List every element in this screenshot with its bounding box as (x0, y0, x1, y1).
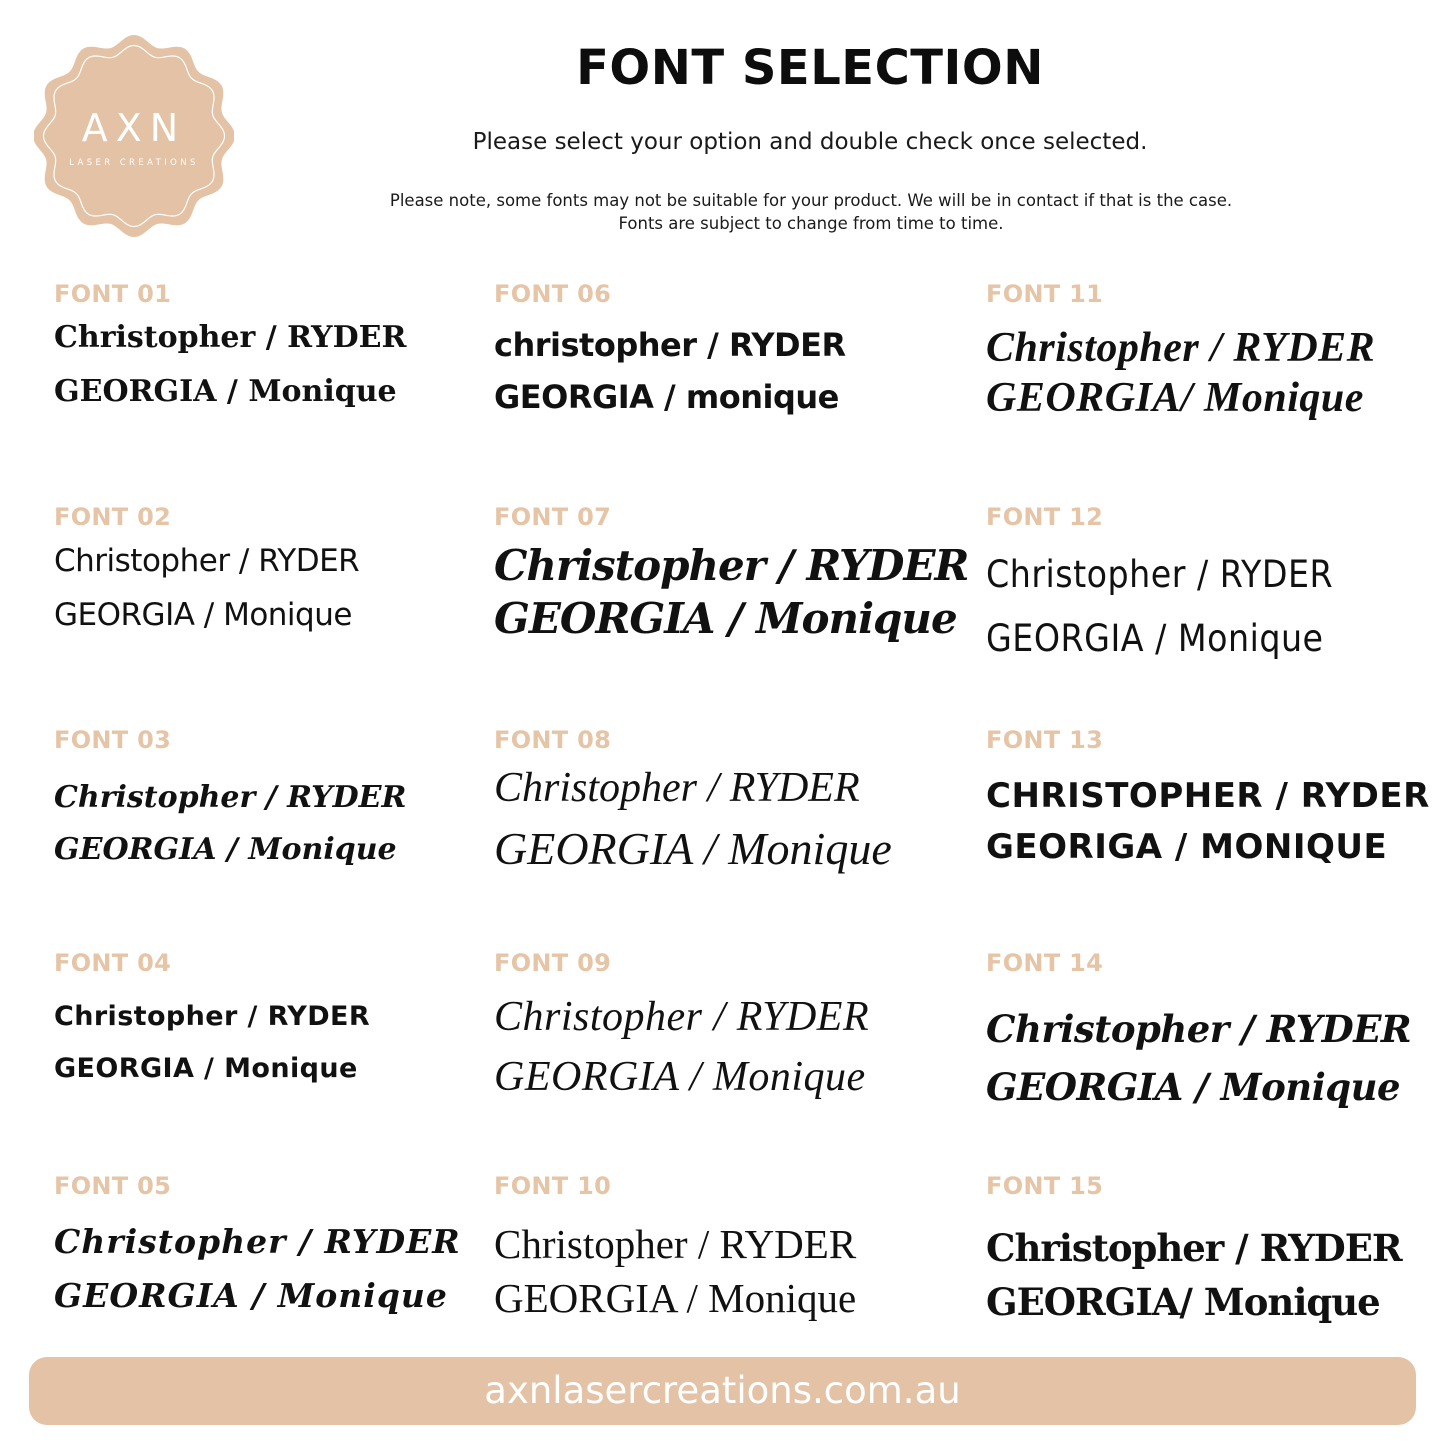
font-sample-line-1: CHRISTOPHER / RYDER (986, 776, 1430, 816)
page-title: FONT SELECTION (576, 40, 1044, 96)
footer-banner (29, 1357, 1416, 1425)
font-option-13[interactable] (986, 726, 1430, 916)
font-sample-line-1: Christopher / RYDER (494, 994, 870, 1040)
font-sample-line-2: GEORGIA / monique (494, 378, 839, 416)
font-label: FONT 05 (54, 1172, 172, 1200)
font-label: FONT 11 (986, 280, 1104, 308)
font-option-04[interactable] (54, 949, 494, 1139)
font-label: FONT 10 (494, 1172, 612, 1200)
font-sample-line-1: Christopher / RYDER (986, 325, 1376, 371)
font-option-10[interactable] (494, 1172, 934, 1362)
font-sample-line-2: GEORGIA / Monique (54, 374, 397, 409)
font-sample-line-1: Christopher / RYDER (494, 1221, 857, 1267)
font-sample-line-2: GEORGIA / Monique (986, 1065, 1401, 1109)
font-label: FONT 06 (494, 280, 612, 308)
font-label: FONT 08 (494, 726, 612, 754)
font-option-06[interactable] (494, 280, 934, 470)
font-label: FONT 04 (54, 949, 172, 977)
font-label: FONT 09 (494, 949, 612, 977)
font-label: FONT 02 (54, 503, 172, 531)
website-link[interactable]: axnlasercreations.com.au (484, 1369, 961, 1412)
font-sample-line-2: GEORGIA / Monique (986, 617, 1324, 660)
font-label: FONT 07 (494, 503, 612, 531)
font-sample-line-2: GEORGIA / Monique (494, 1275, 857, 1321)
font-option-01[interactable] (54, 280, 494, 470)
font-option-09[interactable] (494, 949, 934, 1139)
font-sample-line-1: Christopher / RYDER (54, 543, 360, 579)
font-sample-line-2: GEORGIA/ Monique (986, 1280, 1380, 1324)
font-sample-line-1: Christopher / RYDER (54, 320, 407, 355)
font-option-14[interactable] (986, 949, 1426, 1139)
font-sample-line-1: Christopher / RYDER (494, 765, 860, 811)
font-sample-line-1: Christopher / RYDER (54, 1222, 461, 1261)
disclaimer-line-2: Fonts are subject to change from time to time. (618, 214, 1004, 233)
disclaimer-line-1: Please note, some fonts may not be suitable for your product. We will be in contact if that is the case. (389, 191, 1233, 210)
font-option-03[interactable] (54, 726, 494, 916)
font-sample-line-2: GEORGIA/ Monique (986, 375, 1364, 421)
font-sample-line-1: Christopher / RYDER (986, 553, 1334, 596)
font-label: FONT 14 (986, 949, 1104, 977)
font-sample-line-2: GEORGIA / Monique (54, 1053, 358, 1084)
font-sample-line-1: Christopher / RYDER (986, 1007, 1412, 1051)
font-sample-line-2: GEORIGA / MONIQUE (986, 827, 1388, 867)
font-label: FONT 01 (54, 280, 172, 308)
font-option-11[interactable] (986, 280, 1426, 470)
font-option-12[interactable] (986, 503, 1426, 693)
logo-tagline: LASER CREATIONS (69, 158, 199, 168)
logo-wordmark: AXN (81, 106, 187, 150)
font-sample-line-1: Christopher / RYDER (986, 1226, 1402, 1270)
font-option-02[interactable] (54, 503, 494, 693)
font-option-08[interactable] (494, 726, 934, 916)
font-label: FONT 03 (54, 726, 172, 754)
font-sample-line-1: Christopher / RYDER (494, 541, 969, 590)
font-option-05[interactable] (54, 1172, 494, 1362)
font-sample-line-2: GEORGIA / Monique (54, 597, 352, 633)
font-sample-line-2: GEORGIA / Monique (494, 1054, 866, 1100)
font-sample-line-2: GEORGIA / Monique (54, 832, 397, 867)
font-sample-line-1: Christopher / RYDER (54, 1001, 371, 1032)
font-label: FONT 12 (986, 503, 1104, 531)
font-sample-line-1: christopher / RYDER (494, 326, 846, 364)
page-subtitle: Please select your option and double check once selected. (472, 129, 1148, 155)
brand-logo (34, 34, 234, 239)
font-sample-line-2: GEORGIA / Monique (54, 1276, 448, 1315)
font-sample-line-2: GEORGIA / Monique (494, 594, 957, 643)
font-sample-line-1: Christopher / RYDER (54, 780, 407, 815)
font-sample-line-2: GEORGIA / Monique (494, 823, 892, 874)
font-option-07[interactable] (494, 503, 969, 693)
font-label: FONT 13 (986, 726, 1104, 754)
font-option-15[interactable] (986, 1172, 1426, 1362)
font-label: FONT 15 (986, 1172, 1104, 1200)
